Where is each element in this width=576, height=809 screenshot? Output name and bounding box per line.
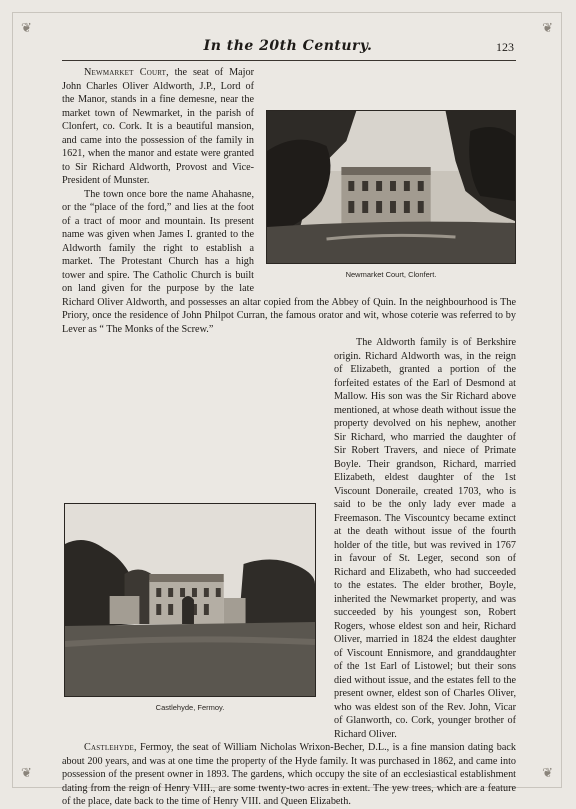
header-rule <box>62 60 516 61</box>
paragraph-newmarket-court: Newmarket Court, the seat of Major John Charles Oliver Aldworth, J.P., Lord of the Manor, stands in a fine demesne, near the market town of Newmarket, in the parish of Clonfert, co. Cork. It is a beautiful mansion, and came into the possession of the family in 1621, when the manor and estate were granted to Sir Richard Aldworth, Provost and Vice-President of Munster. <box>62 67 254 186</box>
caption-newmarket-court: Newmarket Court, Clonfert. <box>345 270 437 279</box>
paragraph-town-history: The town once bore the name Ahahasne, or the “place of the ford,” and lies at the foot of a tract of moor and mountain. Its present name was given when James I. granted to the Aldworth family the right to establish a market. The Protestant Church has a high tower and spire. The Catholic Church is built on land given for the purpose by the late Richard Oliver Aldworth, and possesses an altar copied from the Abbey of Quin. In the neighbourhood is The Priory, once the residence of John Philpot Curran, the famous orator and wit, whose coterie was referred to by Lever as “ The Monks of the Screw.” <box>62 188 516 335</box>
figure-spacer <box>258 66 516 288</box>
corner-ornament-icon: ❦ <box>542 20 553 35</box>
lead-in-castlehyde: Castlehyde <box>84 742 135 753</box>
corner-ornament-icon: ❦ <box>21 20 32 35</box>
article-body <box>62 66 516 809</box>
paragraph-aldworth-family: The Aldworth family is of Berkshire origin. Richard Aldworth was, in the reign of Elizabeth, granted a portion of the forfeited estates of the Earl of Desmond at Mallow. His son was the Sir Richard above mentioned, at whose death without issue the property devolved on his nephew, another Sir Richard, who married the daughter of Sir Robert Travers, and niece of Primate Boyle. Their grandson, Richard, married Elizabeth, eldest daughter of the 1st Viscount Doneraile, created 1703, who is said to be the only lady ever made a Freemason. The Viscountcy became extinct at the death without issue of the fourth holder of the title, but was revived in 1767 in favour of St. Leger, second son of Richard and Elizabeth, who had succeeded to the estates. The elder brother, Boyle, inherited the Newmarket property, and was succeeded by his youngest son, Robert Rogers, whose eldest son and heir, Richard Oliver, married in 1824 the eldest daughter of Viscount Ennismore, and granddaughter of the 1st Earl of Listowel; but their sons died without issue, and the estates fell to the present owner, eldest son of Charles Oliver, who was eldest son of the Rev. John, Vicar of Glanworth, co. Cork, younger brother of Richard Oliver. <box>62 336 516 741</box>
running-title: In the 20th Century. <box>203 38 373 54</box>
caption-castlehyde: Castlehyde, Fermoy. <box>155 703 225 712</box>
corner-ornament-icon: ❦ <box>21 765 32 780</box>
paragraph-castlehyde: Castlehyde, Fermoy, the seat of William Nicholas Wrixon-Becher, D.L., is a fine mansion dating back about 200 years, and was at one time the property of the Hyde family. It was purchased in 1862, and came into possession of the present owner in 1893. The gardens, which occupy the site of an ecclesiastical establishment dating from the reign of Henry VIII., are some twenty-two acres in extent. The yew trees, which are a feature of the place, date back to the time of Henry VIII. and Queen Elizabeth. <box>62 742 516 807</box>
lead-in-newmarket-court: Newmarket Court <box>84 67 167 78</box>
page-number: 123 <box>496 40 514 54</box>
figure-spacer <box>62 500 326 738</box>
corner-ornament-icon: ❦ <box>542 765 553 780</box>
